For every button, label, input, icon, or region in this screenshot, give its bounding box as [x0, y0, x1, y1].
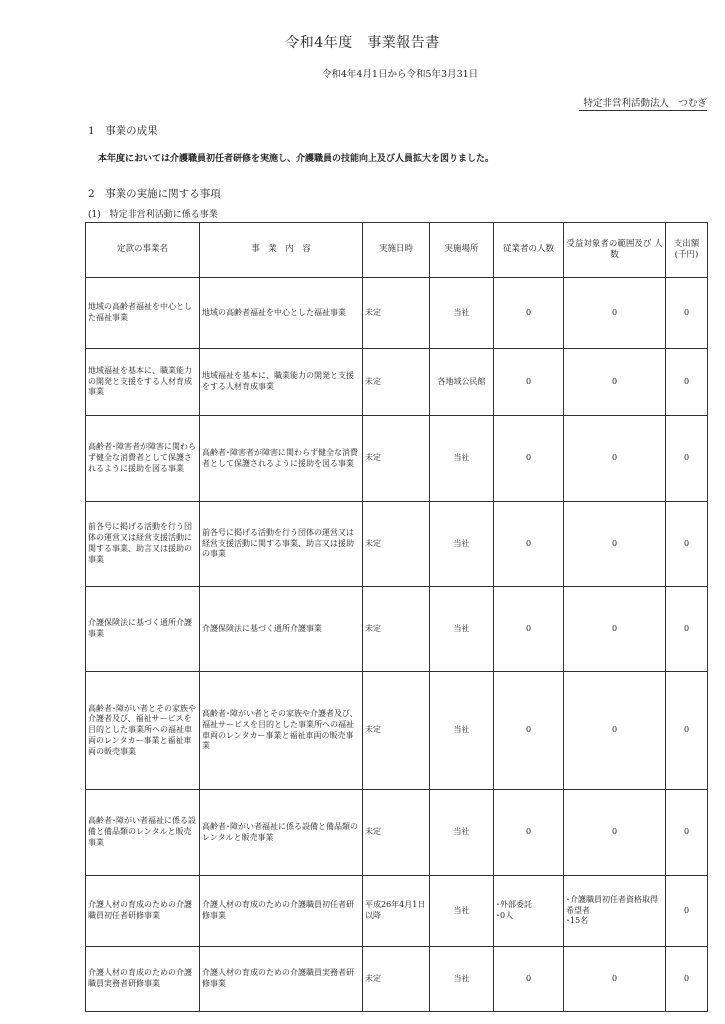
- cell-place: 当社: [430, 876, 494, 947]
- cell-beneficiaries: 0: [564, 587, 666, 672]
- cell-staff: 0: [494, 947, 564, 1012]
- cell-content: 前各号に掲げる活動を行う団体の運営又は経営支援活動に関する事業、助言又は援助の事業: [200, 502, 363, 587]
- cell-beneficiaries: 0: [564, 278, 666, 349]
- cell-staff: 0: [494, 278, 564, 349]
- cell-staff: 0: [494, 502, 564, 587]
- cell-content: 介護保険法に基づく通所介護事業: [200, 587, 363, 672]
- cell-place: 当社: [430, 790, 494, 876]
- table-row: [86, 416, 708, 502]
- cell-name: 介護保険法に基づく通所介護事業: [86, 587, 200, 672]
- cell-place: 当社: [430, 672, 494, 790]
- cell-date: 未定: [363, 947, 430, 1012]
- cell-place: 当社: [430, 416, 494, 502]
- cell-staff: [494, 876, 564, 947]
- cell-place: 当社: [430, 502, 494, 587]
- document-title: 令和4年度 事業報告書: [285, 35, 440, 51]
- beneficiary-line: ･15名: [566, 916, 589, 926]
- cell-name: 地域福祉を基本に、職業能力の開発と支援をする人材育成事業: [86, 349, 200, 416]
- cell-beneficiaries: 0: [564, 672, 666, 790]
- section2-heading: 2 事業の実施に関する事項: [88, 188, 221, 200]
- staff-line: ･外部委託: [496, 900, 532, 910]
- cell-staff: 0: [494, 349, 564, 416]
- cell-expense: 0: [666, 876, 708, 947]
- section1-heading: 1 事業の成果: [88, 125, 158, 137]
- table-row: [86, 587, 708, 672]
- cell-expense: 0: [666, 587, 708, 672]
- cell-expense: 0: [666, 672, 708, 790]
- table-header-row: [86, 223, 708, 278]
- business-table: [85, 222, 708, 1012]
- table-row: [86, 947, 708, 1012]
- cell-beneficiaries: 0: [564, 502, 666, 587]
- cell-date: 平成26年4月1日以降: [363, 876, 430, 947]
- cell-expense: 0: [666, 349, 708, 416]
- section1-body: 本年度においては介護職員初任者研修を実施し、介護職員の技能向上及び人員拡大を図りました。: [98, 154, 495, 164]
- table-row: [86, 349, 708, 416]
- cell-content: 高齢者･障害者が障害に関わらず健全な消費者として保護されるように援助を図る事業: [200, 416, 363, 502]
- header-name: 定款の事業名: [86, 223, 200, 278]
- beneficiary-line: ･介護職員初任者資格取得希望者: [566, 894, 658, 915]
- table-row: [86, 502, 708, 587]
- cell-name: 高齢者･障害者が障害に関わらず健全な消費者として保護されるように援助を図る事業: [86, 416, 200, 502]
- organization-name: 特定非営利活動法人 つむぎ: [579, 95, 707, 111]
- cell-content: 介護人材の育成のための介護職員実務者研修事業: [200, 947, 363, 1012]
- header-beneficiaries: 受益対象者の範囲及び 人数: [564, 223, 666, 278]
- cell-place: 各地域公民館: [430, 349, 494, 416]
- table-row: [86, 672, 708, 790]
- cell-content: 介護人材の育成のための介護職員初任者研修事業: [200, 876, 363, 947]
- cell-staff: 0: [494, 672, 564, 790]
- staff-line: ･0人: [496, 911, 514, 920]
- section2-subheading: (1) 特定非営利活動に係る事業: [88, 210, 218, 220]
- cell-beneficiaries: 0: [564, 947, 666, 1012]
- table-row: [86, 876, 708, 947]
- header-expense: 支出額(千円): [666, 223, 708, 278]
- table-row: [86, 278, 708, 349]
- cell-staff: 0: [494, 416, 564, 502]
- cell-content: 地域福祉を基本に、職業能力の開発と支援をする人材育成事業: [200, 349, 363, 416]
- cell-date: 未定: [363, 278, 430, 349]
- cell-expense: 0: [666, 947, 708, 1012]
- cell-expense: 0: [666, 416, 708, 502]
- cell-name: 高齢者･障がい者福祉に係る設備と備品類のレンタルと販売事業: [86, 790, 200, 876]
- cell-expense: 0: [666, 502, 708, 587]
- cell-date: 未定: [363, 349, 430, 416]
- cell-staff: 0: [494, 790, 564, 876]
- cell-content: 高齢者･障がい者福祉に係る設備と備品類のレンタルと販売事業: [200, 790, 363, 876]
- cell-name: 前各号に掲げる活動を行う団体の運営又は経営支援活動に関する事業、助言又は援助の事業: [86, 502, 200, 587]
- cell-date: 未定: [363, 416, 430, 502]
- cell-content: 地域の高齢者福祉を中心とした福祉事業: [200, 278, 363, 349]
- cell-name: 高齢者･障がい者とその家族や介護者及び、福祉サービスを目的とした事業所への福祉車両のレンタカー事業と福祉車両の販売事業: [86, 672, 200, 790]
- cell-beneficiaries: 0: [564, 416, 666, 502]
- cell-place: 当社: [430, 278, 494, 349]
- header-content: 事 業 内 容: [200, 223, 363, 278]
- cell-beneficiaries: 0: [564, 349, 666, 416]
- cell-content: 高齢者･障がい者とその家族や介護者及び、福祉サービスを目的とした事業所への福祉車両のレンタカー事業と福祉車両の販売事業: [200, 672, 363, 790]
- reporting-period: 令和4年4月1日から令和5年3月31日: [321, 69, 479, 80]
- cell-date: 未定: [363, 502, 430, 587]
- cell-name: 地域の高齢者福祉を中心とした福祉事業: [86, 278, 200, 349]
- header-place: 実施場所: [430, 223, 494, 278]
- cell-expense: 0: [666, 278, 708, 349]
- cell-beneficiaries: [564, 876, 666, 947]
- cell-staff: 0: [494, 587, 564, 672]
- cell-name: 介護人材の育成のための介護職員初任者研修事業: [86, 876, 200, 947]
- header-staff: 従業者の人数: [494, 223, 564, 278]
- cell-expense: 0: [666, 790, 708, 876]
- cell-name: 介護人材の育成のための介護職員実務者研修事業: [86, 947, 200, 1012]
- table-row: [86, 790, 708, 876]
- cell-place: 当社: [430, 587, 494, 672]
- cell-date: 未定: [363, 672, 430, 790]
- cell-beneficiaries: 0: [564, 790, 666, 876]
- header-date: 実施日時: [363, 223, 430, 278]
- cell-date: 未定: [363, 587, 430, 672]
- cell-place: 当社: [430, 947, 494, 1012]
- cell-date: 未定: [363, 790, 430, 876]
